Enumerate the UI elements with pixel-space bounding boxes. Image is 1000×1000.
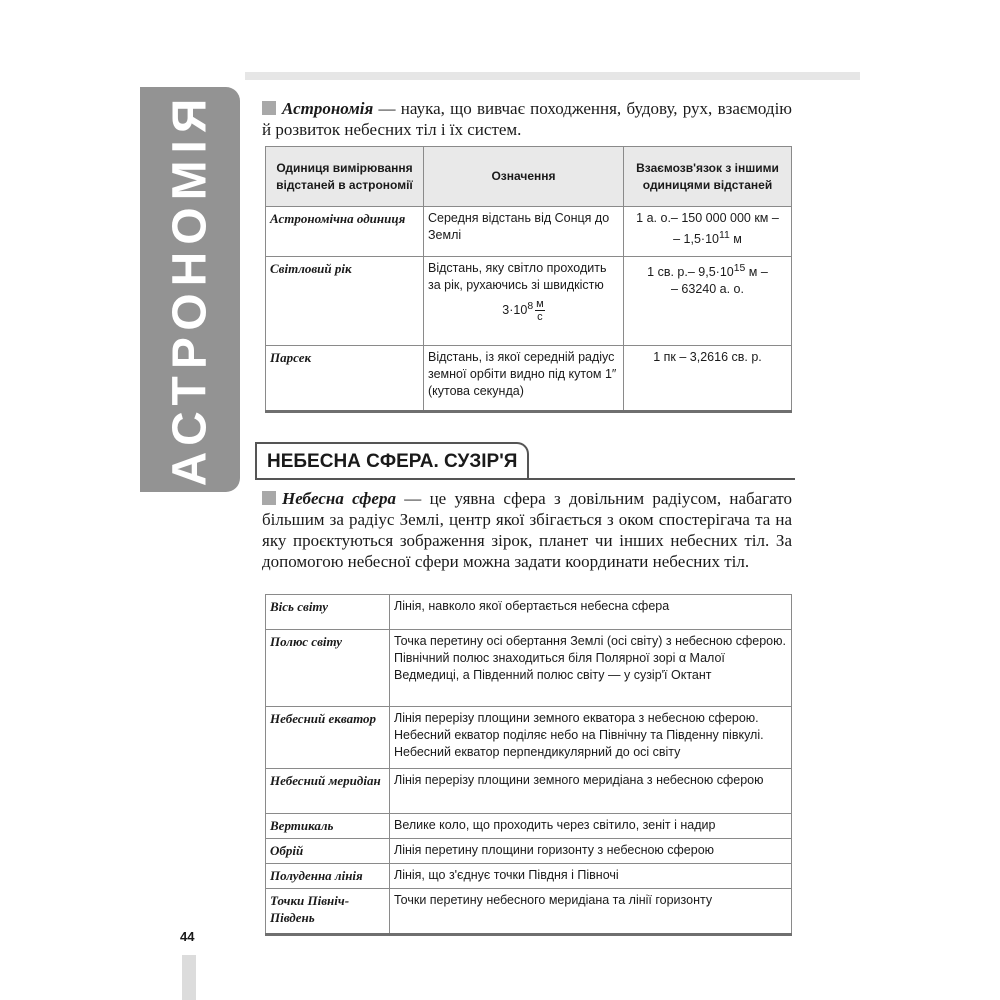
relation-line: 1 а. о.– 150 000 000 км –	[636, 211, 779, 225]
unit-definition	[424, 257, 624, 346]
definition-line: Небесний екватор поділяє небо на Північну та Південну півкулі.	[394, 728, 764, 742]
table-row	[266, 769, 792, 814]
table-header-row	[266, 147, 792, 207]
celestial-terms-table	[265, 594, 792, 936]
table-row	[266, 864, 792, 889]
definition-line: Лінія, що з'єднує точки Півдня і Півночі	[394, 868, 619, 882]
square-bullet-icon	[262, 101, 276, 115]
section-divider	[255, 478, 795, 480]
relation-line	[628, 227, 787, 248]
term-name: Вертикаль	[266, 814, 390, 839]
table-row	[266, 595, 792, 630]
header-cell: Взаємозв'язок з іншими одиницями відстаней	[624, 147, 792, 207]
unit-definition: Відстань, із якої середній радіус земної орбіти видно під кутом 1″ (кутова секунда)	[424, 346, 624, 412]
definition-line: Лінія, навколо якої обертається небесна сфера	[394, 599, 670, 613]
intro-term: Астрономія	[282, 99, 374, 118]
term-definition	[390, 595, 792, 630]
definition-line: Велике коло, що проходить через світило, зеніт і надир	[394, 818, 716, 832]
relation-unit: м –	[745, 265, 768, 280]
term-definition	[390, 889, 792, 935]
definition-line: Північний полюс знаходиться біля Полярної зорі α Малої Ведмедиці, а Південний полюс світу — у сузір'ї Октант	[394, 651, 725, 682]
relation-value: 1 св. р.– 9,5·10	[647, 265, 734, 280]
speed-exponent: 8	[527, 301, 534, 312]
sphere-text: — це уявна сфера з довільним радіусом, набагато більшим за радіус Землі, центр якої збігається з оком спостерігача та на яку проєктуються зображення зірок, планет чи інших небесних тіл. За допомогою небесної сфери можна задати координати небесних тіл.	[262, 489, 792, 571]
term-definition	[390, 630, 792, 707]
relation-exponent: 11	[718, 230, 730, 241]
top-decorative-bar	[245, 72, 860, 80]
term-name: Небесний екватор	[266, 707, 390, 769]
section-heading: НЕБЕСНА СФЕРА. СУЗІР'Я	[255, 442, 529, 480]
speed-unit-fraction	[535, 298, 545, 323]
bottom-side-bar	[182, 955, 196, 1000]
unit-relation	[624, 257, 792, 346]
intro-paragraph	[262, 98, 792, 140]
term-definition	[390, 707, 792, 769]
definition-line: Точки перетину небесного меридіана та лінії горизонту	[394, 893, 713, 907]
term-definition	[390, 814, 792, 839]
distance-units-table	[265, 146, 792, 413]
intro-text: — наука, що вивчає походження, будову, рух, взаємодію й розвиток небесних тіл і їх систем.	[262, 99, 792, 139]
term-name: Точки Північ-Південь	[266, 889, 390, 935]
table-row	[266, 889, 792, 935]
fraction-denominator: с	[537, 311, 543, 324]
table-row	[266, 257, 792, 346]
definition-line: Лінія перетину площини горизонту з небесною сферою	[394, 843, 715, 857]
table-row	[266, 814, 792, 839]
definition-text: Відстань, яку світло проходить за рік, рухаючись зі швидкістю	[428, 261, 607, 292]
side-title-tab	[140, 87, 240, 492]
definition-line: Лінія перерізу площини земного меридіана з небесною сферою	[394, 773, 764, 787]
unit-name: Астрономічна одиниця	[266, 207, 424, 257]
relation-exponent: 15	[733, 263, 746, 274]
term-name: Небесний меридіан	[266, 769, 390, 814]
unit-relation	[624, 207, 792, 257]
table-row	[266, 630, 792, 707]
unit-relation: 1 пк – 3,2616 св. р.	[624, 346, 792, 412]
term-name: Обрій	[266, 839, 390, 864]
table-row	[266, 707, 792, 769]
term-name: Полуденна лінія	[266, 864, 390, 889]
table-row	[266, 839, 792, 864]
relation-line	[628, 260, 787, 281]
relation-value: – 1,5·10	[673, 232, 719, 247]
relation-unit: м	[729, 232, 742, 247]
unit-name: Парсек	[266, 346, 424, 412]
term-definition	[390, 769, 792, 814]
page-number: 44	[180, 929, 195, 944]
definition-line: Небесний екватор перпендикулярний до осі світу	[394, 745, 681, 759]
sphere-paragraph	[262, 488, 792, 572]
sphere-term: Небесна сфера	[282, 489, 396, 508]
unit-definition: Середня відстань від Сонця до Землі	[424, 207, 624, 257]
unit-name: Світловий рік	[266, 257, 424, 346]
term-definition	[390, 864, 792, 889]
relation-line: – 63240 а. о.	[671, 282, 744, 297]
table-row	[266, 207, 792, 257]
term-definition	[390, 839, 792, 864]
fraction-numerator: м	[536, 298, 544, 311]
term-name: Вісь світу	[266, 595, 390, 630]
speed-value: 3·10	[502, 303, 528, 318]
term-name: Полюс світу	[266, 630, 390, 707]
definition-line: Точка перетину осі обертання Землі (осі світу) з небесною сферою.	[394, 634, 786, 648]
definition-line: Лінія перерізу площини земного екватора з небесною сферою.	[394, 711, 759, 725]
header-cell: Означення	[424, 147, 624, 207]
header-cell: Одиниця вимірювання відстаней в астрономії	[266, 147, 424, 207]
table-row	[266, 346, 792, 412]
side-title: АСТРОНОМІЯ	[163, 91, 217, 487]
square-bullet-icon	[262, 491, 276, 505]
speed-formula	[428, 298, 619, 323]
